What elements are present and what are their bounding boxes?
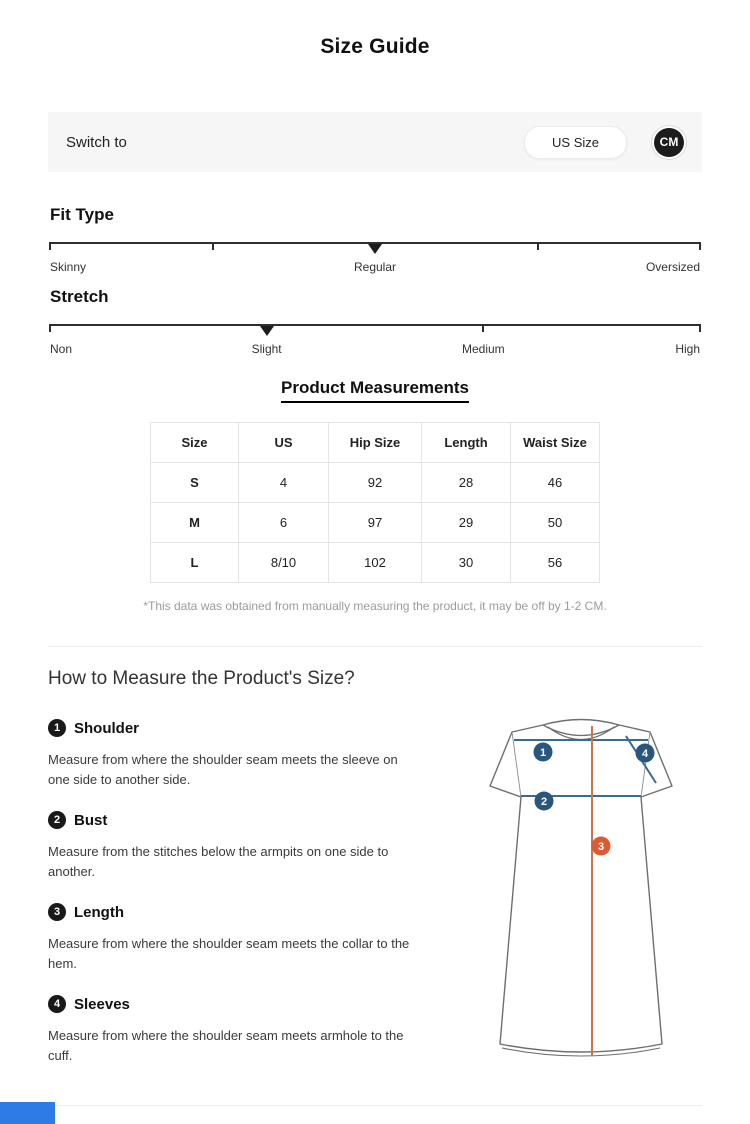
- cell-waist: 50: [511, 503, 600, 543]
- measurements-table: [150, 422, 600, 583]
- cell-size: M: [151, 503, 239, 543]
- item-header: [48, 811, 468, 829]
- stretch-label-slight: Slight: [251, 342, 282, 356]
- slider-tick: [49, 324, 51, 332]
- table-row: [151, 543, 600, 583]
- table-row: [151, 503, 600, 543]
- fit-type-labels: [50, 260, 700, 276]
- measure-item-length: [48, 903, 468, 973]
- fit-type-slider: [50, 242, 700, 254]
- stretch-label-medium: Medium: [462, 342, 505, 356]
- number-4-badge-icon: 4: [48, 995, 66, 1013]
- cell-waist: 46: [511, 463, 600, 503]
- us-size-toggle-button[interactable]: US Size: [524, 126, 627, 159]
- cell-size: S: [151, 463, 239, 503]
- stretch-slider: [50, 324, 700, 336]
- stretch-marker-triangle: [260, 326, 274, 336]
- slider-tick: [482, 324, 484, 332]
- product-measurements-title: Product Measurements: [281, 378, 469, 403]
- product-measurements-title-wrap: [0, 378, 750, 403]
- cell-hip: 102: [329, 543, 422, 583]
- item-header: [48, 995, 468, 1013]
- page-title: Size Guide: [320, 35, 430, 58]
- fit-type-label-skinny: Skinny: [50, 260, 87, 274]
- item-description: Measure from where the shoulder seam meets armhole to the cuff.: [48, 1028, 404, 1063]
- stretch-label-non: Non: [50, 342, 73, 356]
- diagram-column: [476, 690, 688, 1071]
- measure-item-bust: [48, 811, 468, 881]
- cell-hip: 92: [329, 463, 422, 503]
- slider-tick: [49, 242, 51, 250]
- item-label: Bust: [74, 811, 108, 829]
- slider-tick: [212, 242, 214, 250]
- fit-type-label-oversized: Oversized: [645, 260, 700, 274]
- cell-us: 8/10: [239, 543, 329, 583]
- diagram-badge-4: [636, 744, 655, 763]
- column-header-length: Length: [422, 423, 511, 463]
- item-header: [48, 719, 468, 737]
- bottom-divider: [48, 1105, 702, 1106]
- column-header-waist-size: Waist Size: [511, 423, 600, 463]
- number-1-badge-icon: 1: [48, 719, 66, 737]
- cell-length: 28: [422, 463, 511, 503]
- fit-type-marker-triangle: [368, 244, 382, 254]
- item-description: Measure from where the shoulder seam meets the sleeve on one side to another side.: [48, 752, 398, 787]
- svg-text:2: 2: [540, 796, 548, 808]
- slider-tick: [537, 242, 539, 250]
- how-to-measure-heading: How to Measure the Product's Size?: [48, 668, 355, 689]
- table-row: [151, 463, 600, 503]
- number-3-badge-icon: 3: [48, 903, 66, 921]
- measure-instructions-list: [48, 690, 468, 1071]
- measure-item-sleeves: [48, 995, 468, 1065]
- fit-type-heading: Fit Type: [50, 205, 114, 224]
- switch-to-label: Switch to: [66, 133, 127, 151]
- cell-us: 6: [239, 503, 329, 543]
- number-2-badge-icon: 2: [48, 811, 66, 829]
- diagram-badge-2: [535, 792, 554, 811]
- bottom-left-accent-bar: [0, 1102, 55, 1124]
- svg-text:1: 1: [539, 747, 547, 759]
- cell-length: 30: [422, 543, 511, 583]
- section-divider: [48, 646, 702, 647]
- cm-unit-toggle-button[interactable]: CM: [652, 126, 686, 159]
- cell-waist: 56: [511, 543, 600, 583]
- item-label: Length: [74, 903, 124, 921]
- slider-tick: [699, 324, 701, 332]
- unit-switch-bar: [48, 112, 702, 172]
- diagram-badge-1: [534, 743, 553, 762]
- item-label: Shoulder: [74, 719, 140, 737]
- column-header-us: US: [239, 423, 329, 463]
- how-to-measure-section: [48, 690, 702, 1071]
- cell-length: 29: [422, 503, 511, 543]
- cell-size: L: [151, 543, 239, 583]
- item-label: Sleeves: [74, 995, 130, 1013]
- diagram-badge-3: [592, 837, 611, 856]
- item-description: Measure from the stitches below the armpits on one side to another.: [48, 844, 389, 879]
- item-description: Measure from where the shoulder seam meets the collar to the hem.: [48, 936, 410, 971]
- stretch-heading: Stretch: [50, 287, 109, 306]
- cell-us: 4: [239, 463, 329, 503]
- measure-item-shoulder: [48, 719, 468, 789]
- fit-type-label-regular: Regular: [353, 260, 397, 274]
- slider-tick: [699, 242, 701, 250]
- dress-measurement-diagram: [476, 706, 676, 1066]
- column-header-size: Size: [151, 423, 239, 463]
- stretch-labels: [50, 342, 700, 358]
- column-header-hip-size: Hip Size: [329, 423, 422, 463]
- measurement-disclaimer: *This data was obtained from manually measuring the product, it may be off by 1-2 CM.: [143, 599, 607, 613]
- svg-text:3: 3: [597, 841, 605, 853]
- cell-hip: 97: [329, 503, 422, 543]
- stretch-label-high: High: [675, 342, 700, 356]
- svg-text:4: 4: [641, 748, 649, 760]
- table-header-row: [151, 423, 600, 463]
- item-header: [48, 903, 468, 921]
- stretch-slider-track: [50, 324, 700, 326]
